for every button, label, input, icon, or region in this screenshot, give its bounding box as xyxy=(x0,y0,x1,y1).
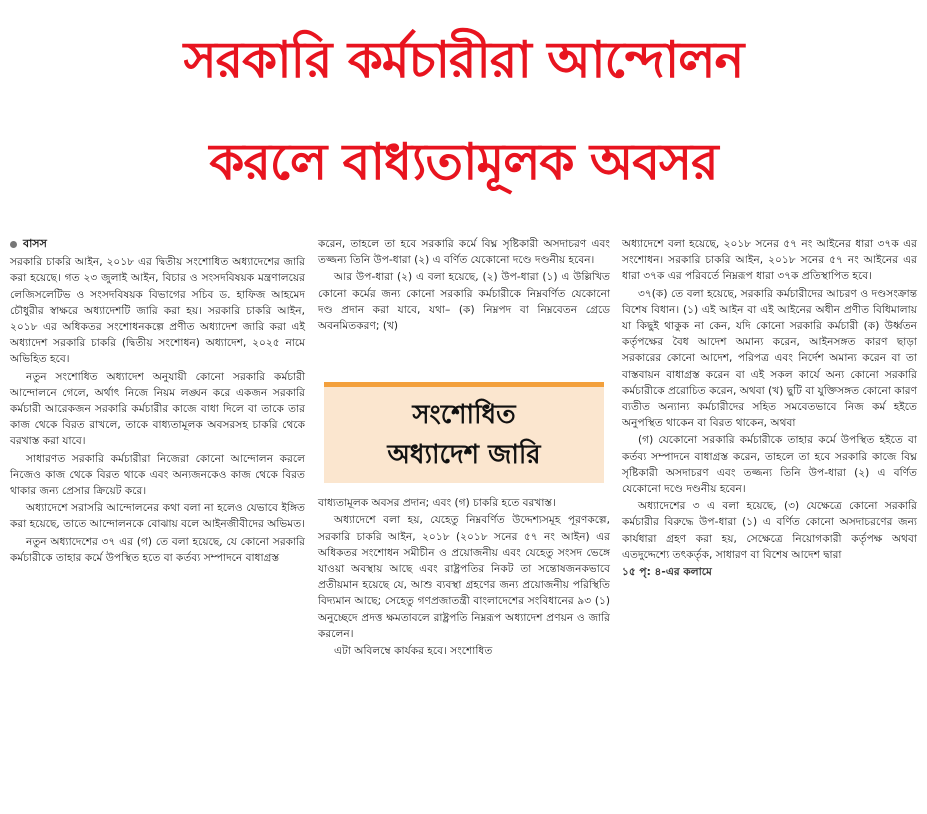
paragraph: সাধারণত সরকারি কর্মচারীরা নিজেরা কোনো আন্দোলন করলে নিজেও কাজ থেকে বিরত থাকে এবং অন্যজনকেও কাজ থেকে বিরত থাকার জন্য প্রেসার ক্রিয়েট করে। xyxy=(10,452,305,498)
paragraph: এটা অবিলম্বে কার্যকর হবে। সংশোধিত xyxy=(334,645,493,658)
paragraph: ৩৭(ক) তে বলা হয়েছে, সরকারি কর্মচারীদের আচরণ ও দণ্ডসংক্রান্ত বিশেষ বিধান। (১) এই আইন বা এই আইনের অধীন প্রণীত বিধিমালায় যা কিছুই থাকুক না কেন, যদি কোনো সরকারি কর্মচারী (ক) উর্ধ্বতন কর্তৃপক্ষের বৈধ আদেশ অমান্য করেন, আইনসঙ্গত কারণ ছাড়া সরকারের কোনো আদেশ, পরিপত্র এবং নির্দেশ অমান্য করেন বা তা বাস্তবায়ন বাধাগ্রস্ত করেন বা এই সকল কার্যে অন্য কোনো সরকারি কর্মচারীকে প্ররোচিত করেন, অথবা (খ) ছুটি বা যুক্তিসঙ্গত কোনো কারণ ব্যতীত অন্যান্য কর্মচারীদের সহিত সমবেতভাবে নিজ কর্ম হইতে অনুপস্থিত থাকেন বা বিরত থাকেন, অথবা xyxy=(622,287,918,430)
byline-text: বাসস xyxy=(23,237,47,250)
byline xyxy=(10,236,305,252)
headline-line-1: সরকারি কর্মচারীরা আন্দোলন xyxy=(183,31,744,89)
paragraph: অধ্যাদেশের ৩ এ বলা হয়েছে, (৩) যেক্ষেত্রে কোনো সরকারি কর্মচারীর বিরুদ্ধে উপ-ধারা (১) এ বর্ণিত কোনো অসদাচরণের জন্য কার্যধারা গ্রহণ করা হয়, সেক্ষেত্রে নিয়োগকারী কর্তৃপক্ষ অথবা এতদুদ্দেশ্যে তৎকর্তৃক, সাধারণ বা বিশেষ আদেশ দ্বারা xyxy=(622,500,917,561)
headline-line-2: করলে বাধ্যতামূলক অবসর xyxy=(209,133,718,191)
paragraph: সরকারি চাকরি আইন, ২০১৮ এর দ্বিতীয় সংশোধিত অধ্যাদেশের জারি করা হয়েছে। গত ২৩ জুলাই আইন, বিচার ও সংসদবিষয়ক মন্ত্রণালয়ের লেজিসলেটিভ ও সংসদবিষয়ক বিভাগের সচিব ড. হাফিজ আহমেদ চৌধুরীর স্বাক্ষরে অধ্যাদেশটি জারি করা হয়। সরকারি চাকরি আইন, ২০১৮ এর অধিকতর সংশোধনকল্পে প্রণীত অধ্যাদেশ জারি করা এই অধ্যাদেশ সরকারি চাকরি (দ্বিতীয় সংশোধন) অধ্যাদেশ, ২০২৫ নামে অভিহিত হবে। xyxy=(10,256,305,366)
paragraph: অধ্যাদেশে সরাসরি আন্দোলনের কথা বলা না হলেও যেভাবে ইঙ্গিত করা হয়েছে, তাতে আন্দোলনকে বোঝায় বলে আইনজীবীদের অভিমত। xyxy=(10,502,305,531)
paragraph: নতুন সংশোধিত অধ্যাদেশ অনুযায়ী কোনো সরকারি কর্মচারী আন্দোলনে গেলে, অর্থাৎ নিজে নিয়ম লঙ্ঘন করে একজন সরকারি কর্মচারী আরেকজন সরকারি কর্মচারীর কাজে বাধা দিলে বা তাকে তার কাজ থেকে বিরত রাখলে, তাকে বাধ্যতামূলক অবসরসহ চাকরি থেকে বরখাস্ত করা যাবে। xyxy=(10,370,305,448)
column-3 xyxy=(622,236,917,581)
subhead-box xyxy=(324,382,604,483)
subhead-line-1: সংশোধিত xyxy=(412,400,516,431)
paragraph: অধ্যাদেশে বলা হয়, যেহেতু নিম্নবর্ণিত উদ্দেশ্যসমূহ পূরণকল্পে, সরকারি চাকরি আইন, ২০১৮ (২০১৮ সনের ৫৭ নং আইন) এর অধিকতর সংশোধন সমীচীন ও প্রয়োজনীয় এবং যেহেতু সংসদ ভেঙ্গে যাওয়া অবস্থায় আছে এবং রাষ্ট্রপতির নিকট তা সন্তোষজনকভাবে প্রতীয়মান হয়েছে যে, আশু ব্যবস্থা গ্রহণের জন্য প্রয়োজনীয় পরিস্থিতি বিদ্যমান আছে; সেহেতু গণপ্রজাতন্ত্রী বাংলাদেশের সংবিধানের ৯৩ (১) অনুচ্ছেদে প্রদত্ত ক্ষমতাবলে রাষ্ট্রপতি নিম্নরূপ অধ্যাদেশ প্রণয়ন ও জারি করলেন। xyxy=(318,514,610,640)
paragraph: করেন, তাহলে তা হবে সরকারি কর্মে বিঘ্ন সৃষ্টিকারী অসদাচরণ এবং তজ্জন্য তিনি উপ-ধারা (২) এ বর্ণিত যেকোনো দণ্ডে দণ্ডনীয় হবেন। xyxy=(318,238,610,267)
subhead-line-2: অধ্যাদেশ জারি xyxy=(387,440,541,471)
bullet-icon xyxy=(10,241,17,248)
paragraph: বাধ্যতামূলক অবসর প্রদান; এবং (গ) চাকরি হতে বরখাস্ত। xyxy=(318,497,556,510)
subhead-box-wrap xyxy=(318,382,610,483)
headline xyxy=(0,0,927,222)
paragraph: নতুন অধ্যাদেশের ৩৭ এর (গ) তে বলা হয়েছে, যে কোনো সরকারি কর্মচারীকে তাহার কর্মে উপস্থিত হতে বা কর্তব্য সম্পাদনে বাধাগ্রস্ত xyxy=(10,535,305,564)
column-1 xyxy=(10,236,305,567)
column-2 xyxy=(318,236,610,660)
paragraph: (গ) যেকোনো সরকারি কর্মচারীকে তাহার কর্মে উপস্থিত হইতে বা কর্তব্য সম্পাদনে বাধাগ্রস্ত করেন, তাহলে তা হবে সরকারি কাজে বিঘ্ন সৃষ্টিকারী অসদাচরণ এবং তজ্জন্য তিনি উপ-ধারা (২) এ বর্ণিত যেকোনো দণ্ডে দণ্ডনীয় হবেন। xyxy=(622,434,917,496)
paragraph: অধ্যাদেশে বলা হয়েছে, ২০১৮ সনের ৫৭ নং আইনের ধারা ৩৭ক এর সংশোধন। সরকারি চাকরি আইন, ২০১৮ সনের ৫৭ নং আইনের এর ধারা ৩৭ক এর পরিবর্তে নিম্নরূপ ধারা ৩৭ক প্রতিস্থাপিত হবে। xyxy=(622,238,917,283)
continuation-note xyxy=(622,564,917,580)
continuation-text: ১৫ পৃ: ৪-এর কলামে xyxy=(622,566,712,579)
paragraph: আর উপ-ধারা (২) এ বলা হয়েছে, (২) উপ-ধারা (১) এ উল্লিখিত কোনো কর্মের জন্য কোনো সরকারি কর্মচারীকে নিম্নবর্ণিত যেকোনো দণ্ড প্রদান করা যাবে, যথা– (ক) নিম্নপদ বা নিম্নবেতন গ্রেডে অবনমিতকরণ; (খ) xyxy=(318,271,610,333)
